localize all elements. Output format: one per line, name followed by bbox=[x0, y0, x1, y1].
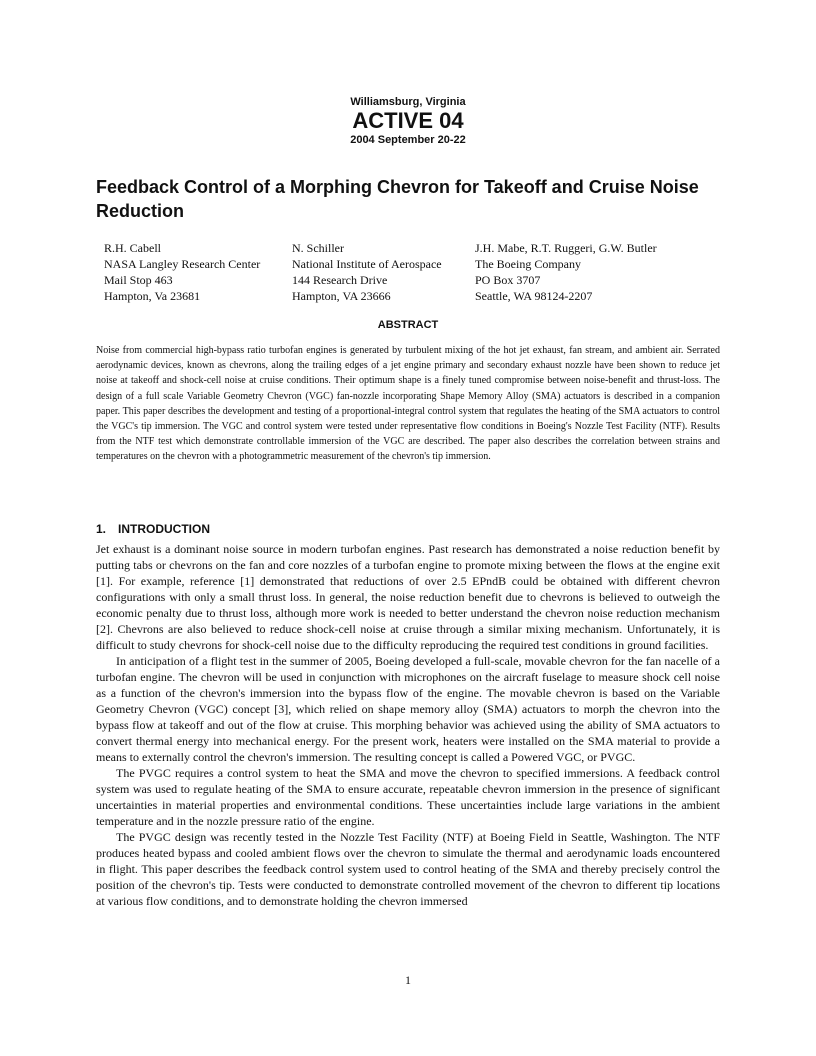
paper-title: Feedback Control of a Morphing Chevron for Takeoff and Cruise Noise Reduction bbox=[96, 177, 699, 221]
body-paragraph: In anticipation of a flight test in the summer of 2005, Boeing developed a full-scale, movable chevron for the fan nacelle of a turbofan engine. The chevron will be used in conjunction with microphones on the aircraft fuselage to measure shock cell noise as a function of the chevron's immersion into the bypass flow of the engine. The movable chevron is based on the Variable Geometry Chevron (VGC) concept [3], which relied on shape memory alloy (SMA) actuators to morph the chevron into the bypass flow at takeoff and out of the flow at cruise. This morphing behavior was achieved using the ability of SMA actuators to convert thermal energy into mechanical energy. For the present work, heaters were installed on the SMA material to provide a means to externally control the chevron's immersion. The resulting concept is called a Powered VGC, or PVGC. bbox=[96, 654, 720, 764]
body-paragraph: Jet exhaust is a dominant noise source in modern turbofan engines. Past research has demonstrated a noise reduction benefit by putting tabs or chevrons on the fan and core nozzles of a turbofan engine to promote mixing between the flows at the engine exit [1]. For example, reference [1] demonstrated that reductions of over 2.5 EPndB could be obtained with different chevron configurations with only a small thrust loss. In general, the noise reduction benefit due to chevrons is believed to outweigh the economic penalty due to thrust loss, although more work is needed to better understand the chevron noise reduction mechanism [2]. Chevrons are also believed to reduce shock-cell noise at cruise through a similar mixing mechanism. Unfortunately, it is difficult to study chevrons for shock-cell noise due to the difficulty reproducing the required test conditions in ground facilities. bbox=[96, 542, 720, 652]
author-cabell bbox=[104, 240, 260, 304]
conference-header bbox=[0, 95, 816, 147]
author-name: N. Schiller bbox=[292, 241, 344, 255]
author-address: PO Box 3707 bbox=[475, 273, 541, 287]
section-title: INTRODUCTION bbox=[118, 522, 211, 536]
body-paragraph: The PVGC design was recently tested in the Nozzle Test Facility (NTF) at Boeing Field in Seattle, Washington. The NTF produces heated bypass and cooled ambient flows over the chevron to simulate the thermal and aerodynamic loads encountered in flight. This paper describes the feedback control system used to control heating of the SMA and thereby precisely control the position of the chevron's tip. Tests were conducted to demonstrate controlled movement of the chevron to different tip locations at various flow conditions, and to demonstrate holding the chevron immersed bbox=[96, 830, 720, 908]
abstract-text: Noise from commercial high-bypass ratio turbofan engines is generated by turbulent mixing of the hot jet exhaust, fan stream, and ambient air. Serrated aerodynamic devices, known as chevrons, along the trailing edges of a jet engine primary and secondary exhaust nozzle have been shown to reduce jet noise at takeoff and shock-cell noise at cruise conditions. Their optimum shape is a finely tuned compromise between noise-benefit and thrust-loss. The design of a full scale Variable Geometry Chevron (VGC) fan-nozzle incorporating Shape Memory Alloy (SMA) actuators is described in a companion paper. This paper describes the development and testing of a proportional-integral control system that regulates the heating of the SMA actuators to control the VGC's tip immersion. The VGC and control system were tested under representative flow conditions in Boeing's Nozzle Test Facility (NTF). Results from the NTF test which demonstrate controllable immersion of the VGC are described. The paper also describes the correlation between strains and temperatures on the chevron with a photogrammetric measurement of the chevron's tip immersion. bbox=[96, 345, 720, 463]
section-number: 1. bbox=[96, 522, 107, 536]
conference-name: ACTIVE 04 bbox=[352, 108, 464, 133]
author-address: 144 Research Drive bbox=[292, 273, 388, 287]
abstract-heading: ABSTRACT bbox=[377, 319, 439, 331]
author-boeing bbox=[475, 240, 657, 304]
author-schiller bbox=[292, 240, 442, 304]
author-name: R.H. Cabell bbox=[104, 241, 161, 255]
conference-location: Williamsburg, Virginia bbox=[350, 96, 466, 108]
author-address: Mail Stop 463 bbox=[104, 273, 173, 287]
conference-date: 2004 September 20-22 bbox=[350, 134, 466, 146]
author-address: Seattle, WA 98124-2207 bbox=[475, 289, 593, 303]
author-org: NASA Langley Research Center bbox=[104, 257, 261, 271]
author-org: National Institute of Aerospace bbox=[292, 257, 442, 271]
section-heading bbox=[96, 521, 210, 537]
author-org: The Boeing Company bbox=[475, 257, 581, 271]
page-number: 1 bbox=[405, 973, 411, 987]
author-name: J.H. Mabe, R.T. Ruggeri, G.W. Butler bbox=[475, 241, 657, 255]
author-address: Hampton, Va 23681 bbox=[104, 289, 201, 303]
section-body bbox=[96, 541, 720, 909]
body-paragraph: The PVGC requires a control system to heat the SMA and move the chevron to specified immersions. A feedback control system was used to regulate heating of the SMA to ensure accurate, repeatable chevron immersion in the presence of significant uncertainties in material properties and environmental conditions. These uncertainties include large variations in the ambient temperature and in the nozzle pressure ratio of the engine. bbox=[96, 766, 720, 828]
author-address: Hampton, VA 23666 bbox=[292, 289, 391, 303]
